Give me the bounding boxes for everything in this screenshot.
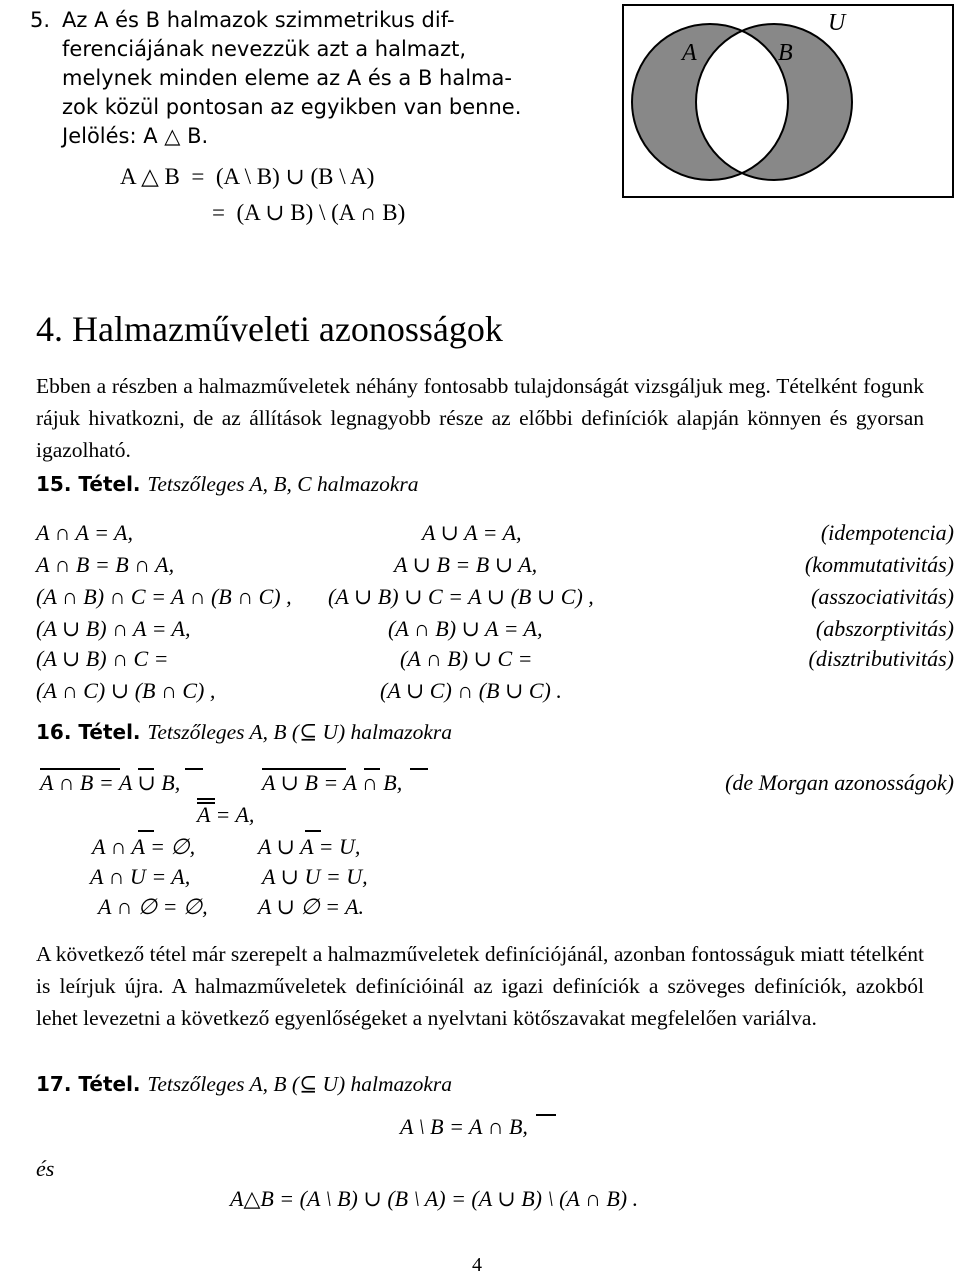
thm15-row-3-left: (A ∩ B) ∩ C = A ∩ (B ∩ C) , xyxy=(36,584,292,609)
thm15-row-5-left: (A ∪ B) ∩ C = xyxy=(36,646,169,671)
definition-line-2: ferenciájának nevezzük azt a halmazt, xyxy=(62,37,467,61)
theorem-17-heading xyxy=(36,1072,452,1097)
thm15-row-4-label: (abszorptivitás) xyxy=(815,616,954,641)
thm16-row-3a: A ∩ A = ∅, xyxy=(92,834,196,859)
thm15-row-1-label: (idempotencia) xyxy=(820,520,954,545)
overline-bar xyxy=(536,1114,556,1116)
thm15-row-2-left: A ∩ B = B ∩ A, xyxy=(36,552,175,577)
thm15-row-3-label: (asszociativitás) xyxy=(811,584,954,609)
theorem-17-body: Tetszőleges A, B (⊆ U) halmazokra xyxy=(147,1072,453,1096)
thm16-row-4b: A ∪ U = U, xyxy=(262,864,368,889)
thm16-row-2: A = A, xyxy=(197,802,255,827)
definition-line-3: melynek minden eleme az A és a B halma- xyxy=(62,66,512,90)
venn-label-b: B xyxy=(778,40,793,66)
theorem-15-heading xyxy=(36,472,419,497)
overline-bar xyxy=(305,830,321,832)
thm17-eq-1: A \ B = A ∩ B, xyxy=(400,1114,528,1139)
overline-bar xyxy=(410,768,428,770)
thm15-row-6-mid: (A ∪ C) ∩ (B ∪ C) . xyxy=(380,678,562,703)
page-number: 4 xyxy=(472,1254,482,1276)
definition-line-5: Jelölés: A △ B. xyxy=(62,124,209,148)
theorem-15-body: Tetszőleges A, B, C halmazokra xyxy=(147,472,419,496)
overline-bar xyxy=(185,768,203,770)
venn-label-a: A xyxy=(682,40,697,66)
theorem-15-title: 15. Tétel. xyxy=(36,472,141,496)
venn-diagram xyxy=(620,2,958,202)
thm15-row-4-mid: (A ∩ B) ∪ A = A, xyxy=(388,616,543,641)
thm16-row-3b: A ∪ A = U, xyxy=(258,834,361,859)
thm16-label: (de Morgan azonosságok) xyxy=(725,770,954,795)
thm15-row-1-left: A ∩ A = A, xyxy=(36,520,133,545)
section-title: 4. Halmazműveleti azonosságok xyxy=(36,309,503,349)
theorem-17-title: 17. Tétel. xyxy=(36,1072,141,1096)
theorem-16-body: Tetszőleges A, B (⊆ U) halmazokra xyxy=(147,720,453,744)
thm15-row-2-label: (kommutativitás) xyxy=(804,552,954,577)
thm15-row-1-mid: A ∪ A = A, xyxy=(422,520,522,545)
definition-number: 5. xyxy=(30,8,51,32)
venn-label-u: U xyxy=(828,10,846,36)
thm16-row-5a: A ∩ ∅ = ∅, xyxy=(98,894,208,919)
thm15-row-5-label: (disztributivitás) xyxy=(808,646,954,671)
second-paragraph: A következő tétel már szerepelt a halmazműveletek definíciójánál, azonban fontosságuk miatt tételként is leírjuk újra. A halmazműveletek definícióinál az igazi definíciók a szöveges definíciók, azokból lehet levezetni a következő egyenlőségeket a nyelvtani kötőszavakat megfelelően variálva. xyxy=(36,942,924,1030)
theorem-16-title: 16. Tétel. xyxy=(36,720,141,744)
thm17-eq-2: A△B = (A \ B) ∪ (B \ A) = (A ∪ B) \ (A ∩ B) . xyxy=(230,1186,639,1211)
thm16-row-1a: A ∩ B = A ∪ B, xyxy=(40,770,181,795)
thm15-row-3-mid: (A ∪ B) ∪ C = A ∪ (B ∪ C) , xyxy=(328,584,594,609)
thm16-row-4a: A ∩ U = A, xyxy=(90,864,191,889)
definition-line-1: Az A és B halmazok szimmetrikus dif- xyxy=(62,8,455,32)
thm17-es: és xyxy=(36,1156,55,1181)
thm15-row-2-mid: A ∪ B = B ∪ A, xyxy=(394,552,538,577)
thm15-row-4-left: (A ∪ B) ∩ A = A, xyxy=(36,616,191,641)
intro-paragraph: Ebben a részben a halmazműveletek néhány fontosabb tulajdonságát vizsgáljuk meg. Tételként fogunk rájuk hivatkozni, de az állítások legnagyobb része az előbbi definíciók alapján könnyen és gyorsan igazolható. xyxy=(36,374,924,462)
symmetric-difference-eq-1: A △ B = (A \ B) ∪ (B \ A) xyxy=(120,164,375,189)
thm16-row-1b: A ∪ B = A ∩ B, xyxy=(262,770,403,795)
thm15-row-6-left: (A ∩ C) ∪ (B ∩ C) , xyxy=(36,678,216,703)
thm15-row-5-mid: (A ∩ B) ∪ C = xyxy=(400,646,533,671)
overline-bar xyxy=(197,798,215,800)
symmetric-difference-eq-2: = (A ∪ B) \ (A ∩ B) xyxy=(212,200,406,225)
definition-line-4: zok közül pontosan az egyikben van benne. xyxy=(62,95,522,119)
overline-bar xyxy=(138,830,154,832)
thm16-row-5b: A ∪ ∅ = A. xyxy=(258,894,365,919)
theorem-16-heading xyxy=(36,720,452,745)
